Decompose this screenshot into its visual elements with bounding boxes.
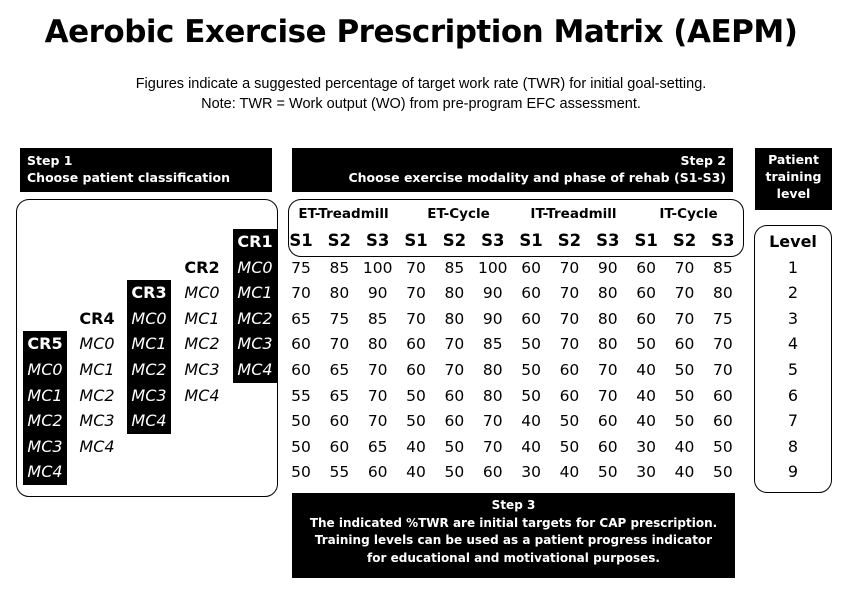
twr-value: 30 [636, 463, 656, 482]
twr-value: 50 [291, 437, 311, 456]
twr-value: 40 [674, 437, 695, 456]
patient-level-line-2: training [765, 169, 822, 184]
twr-value: 85 [444, 258, 465, 277]
twr-value: 80 [329, 284, 350, 303]
twr-value: 40 [521, 437, 541, 456]
step3-banner [292, 493, 735, 578]
twr-value: 30 [636, 437, 656, 456]
phase-header-s2: S2 [442, 231, 467, 250]
twr-value: 50 [406, 386, 426, 405]
twr-value: 60 [712, 412, 733, 431]
twr-value: 40 [674, 463, 695, 482]
twr-value: 70 [674, 284, 695, 303]
classification-item-cr3-mc2: MC2 [127, 357, 171, 383]
classification-item-cr1-mc2: MC2 [233, 306, 277, 332]
twr-value: 90 [597, 258, 618, 277]
twr-value: 70 [712, 361, 733, 379]
twr-value: 70 [674, 258, 695, 277]
classification-item-cr4-mc4: MC4 [79, 436, 115, 456]
patient-level-line-3: level [776, 186, 811, 201]
classification-header-cr1: CR1 [233, 229, 277, 255]
twr-value: 80 [597, 335, 618, 354]
twr-value: 60 [712, 386, 733, 405]
twr-value: 60 [367, 463, 388, 482]
twr-value: 60 [329, 412, 350, 431]
twr-value: 80 [482, 386, 503, 405]
twr-value: 70 [406, 309, 426, 328]
classification-item-cr1-mc3: MC3 [233, 331, 277, 357]
classification-item-cr2-mc2: MC2 [184, 334, 220, 354]
training-level-value: 4 [787, 334, 799, 354]
twr-value: 80 [444, 309, 465, 328]
training-level-value: 2 [787, 283, 799, 303]
classification-item-cr5-mc1: MC1 [23, 383, 67, 409]
twr-value: 50 [674, 412, 695, 431]
twr-value: 50 [406, 412, 426, 431]
twr-value: 60 [329, 437, 350, 456]
twr-value: 50 [444, 463, 465, 482]
twr-value: 70 [367, 386, 388, 405]
training-level-value: 8 [787, 436, 799, 456]
classification-item-cr3-mc3: MC3 [127, 383, 171, 409]
twr-value: 60 [406, 361, 426, 379]
classification-item-cr2-mc0: MC0 [184, 283, 220, 303]
phase-header-s1: S1 [289, 231, 313, 250]
classification-header-cr3: CR3 [127, 280, 171, 306]
classification-item-cr3-mc1: MC1 [127, 331, 171, 357]
twr-value: 50 [521, 335, 541, 354]
twr-value: 70 [329, 335, 350, 354]
twr-value: 70 [559, 309, 580, 328]
training-level-value: 9 [787, 462, 799, 482]
phase-header-s2: S2 [327, 231, 352, 250]
phase-header-s2: S2 [672, 231, 697, 250]
phase-header-s3: S3 [481, 231, 505, 250]
classification-item-cr4-mc0: MC0 [79, 334, 115, 354]
twr-value: 40 [521, 412, 541, 431]
twr-value: 60 [521, 258, 541, 277]
step2-banner [292, 148, 733, 192]
twr-value: 85 [482, 335, 503, 354]
twr-value: 40 [406, 437, 426, 456]
subtitle-line-2: Note: TWR = Work output (WO) from pre-program EFC assessment. [201, 96, 641, 112]
twr-value: 50 [559, 437, 580, 456]
twr-value: 70 [406, 284, 426, 303]
twr-value: 85 [367, 309, 388, 328]
twr-value: 40 [636, 361, 656, 379]
twr-value: 70 [367, 412, 388, 431]
twr-value: 80 [712, 284, 733, 303]
twr-value: 85 [329, 258, 350, 277]
twr-value: 70 [444, 335, 465, 354]
twr-value: 60 [291, 335, 311, 354]
twr-value: 90 [482, 309, 503, 328]
twr-value: 80 [367, 335, 388, 354]
twr-value: 80 [597, 284, 618, 303]
twr-value: 65 [367, 437, 388, 456]
classification-header-cr4: CR4 [79, 308, 115, 328]
classification-item-cr5-mc0: MC0 [23, 357, 67, 383]
step1-title: Step 1 [27, 153, 73, 168]
twr-value: 75 [291, 258, 311, 277]
phase-header-s3: S3 [711, 231, 735, 250]
twr-value: 55 [329, 463, 350, 482]
twr-value: 60 [444, 386, 465, 405]
twr-value: 40 [636, 386, 656, 405]
step3-line-1: The indicated %TWR are initial targets for CAP prescription. [309, 515, 718, 530]
twr-value: 60 [597, 437, 618, 456]
twr-value: 50 [674, 361, 695, 379]
twr-value: 50 [636, 335, 656, 354]
phase-header-s1: S1 [519, 231, 543, 250]
twr-value: 50 [674, 386, 695, 405]
phase-header-s3: S3 [366, 231, 390, 250]
twr-value: 50 [521, 386, 541, 405]
twr-value: 80 [597, 309, 618, 328]
twr-value: 65 [329, 386, 350, 405]
classification-item-cr5-mc2: MC2 [23, 408, 67, 434]
twr-value: 50 [559, 412, 580, 431]
classification-item-cr4-mc3: MC3 [79, 411, 115, 431]
step2-title: Step 2 [680, 153, 726, 168]
twr-value: 70 [291, 284, 311, 303]
twr-value: 70 [367, 361, 388, 379]
twr-value: 60 [291, 361, 311, 379]
subtitle-line-1: Figures indicate a suggested percentage of target work rate (TWR) for initial goal-setting. [135, 76, 707, 92]
twr-value: 75 [712, 309, 733, 328]
modality-header-et-treadmill: ET-Treadmill [298, 206, 389, 222]
classification-item-cr2-mc3: MC3 [184, 360, 220, 379]
classification-item-cr3-mc4: MC4 [127, 408, 171, 434]
patient-training-level-header [755, 148, 832, 210]
twr-value: 80 [444, 284, 465, 303]
step1-text: Choose patient classification [27, 170, 231, 185]
twr-value: 60 [559, 386, 580, 405]
twr-value: 60 [444, 412, 465, 431]
twr-value: 40 [636, 412, 656, 431]
twr-value: 30 [521, 463, 541, 482]
twr-value: 60 [636, 258, 656, 277]
twr-value: 65 [329, 361, 350, 379]
twr-value: 40 [559, 463, 580, 482]
page-title: Aerobic Exercise Prescription Matrix (AEPM) [44, 14, 798, 50]
training-level-value: 1 [787, 257, 799, 277]
training-level-value: 6 [787, 385, 799, 405]
twr-value: 85 [712, 258, 733, 277]
classification-item-cr1-mc4: MC4 [233, 357, 277, 383]
twr-value: 65 [291, 309, 311, 328]
twr-value: 90 [482, 284, 503, 303]
twr-value: 50 [597, 463, 618, 482]
twr-value: 55 [291, 386, 311, 405]
twr-value: 60 [636, 309, 656, 328]
step3-title: Step 3 [491, 498, 536, 512]
twr-value: 90 [367, 284, 388, 303]
twr-value: 60 [406, 335, 426, 354]
twr-value: 75 [329, 309, 350, 328]
twr-value: 60 [521, 284, 541, 303]
twr-value: 100 [477, 258, 508, 277]
twr-value: 60 [521, 309, 541, 328]
phase-header-s3: S3 [596, 231, 620, 250]
twr-value: 50 [712, 437, 733, 456]
training-level-value: 3 [787, 308, 799, 328]
twr-value: 50 [291, 463, 311, 482]
classification-item-cr2-mc4: MC4 [184, 385, 220, 405]
phase-header-s1: S1 [634, 231, 658, 250]
twr-value: 70 [406, 258, 426, 277]
twr-value: 60 [636, 284, 656, 303]
modality-header-it-cycle: IT-Cycle [659, 206, 718, 222]
level-header: Level [769, 232, 817, 251]
classification-item-cr3-mc0: MC0 [127, 306, 171, 332]
twr-value: 70 [559, 335, 580, 354]
twr-value: 100 [362, 258, 393, 277]
step3-line-3: for educational and motivational purposes. [367, 550, 660, 565]
twr-value: 70 [559, 284, 580, 303]
classification-item-cr1-mc1: MC1 [233, 280, 277, 306]
twr-value: 70 [712, 335, 733, 354]
phase-header-s2: S2 [557, 231, 582, 250]
classification-header-cr5: CR5 [23, 331, 67, 357]
twr-value: 70 [597, 386, 618, 405]
classification-item-cr4-mc2: MC2 [79, 385, 115, 405]
twr-value: 70 [674, 309, 695, 328]
twr-value: 60 [674, 335, 695, 354]
classification-header-cr2: CR2 [184, 257, 220, 277]
classification-item-cr4-mc1: MC1 [79, 360, 115, 379]
twr-value: 60 [482, 463, 503, 482]
twr-value: 50 [521, 361, 541, 379]
training-level-value: 5 [787, 360, 799, 379]
twr-value: 70 [597, 361, 618, 379]
step2-text: Choose exercise modality and phase of rehab (S1-S3) [348, 170, 726, 185]
training-level-value: 7 [787, 411, 799, 431]
phase-header-s1: S1 [404, 231, 428, 250]
step1-banner [20, 148, 272, 192]
twr-value: 80 [482, 361, 503, 379]
classification-item-cr1-mc0: MC0 [233, 255, 277, 281]
twr-value: 70 [482, 412, 503, 431]
twr-value: 50 [291, 412, 311, 431]
classification-item-cr5-mc4: MC4 [23, 459, 67, 485]
twr-value: 70 [444, 361, 465, 379]
modality-header-it-treadmill: IT-Treadmill [530, 206, 617, 222]
twr-value: 40 [406, 463, 426, 482]
modality-header-et-cycle: ET-Cycle [427, 206, 490, 222]
patient-level-line-1: Patient [768, 152, 819, 167]
twr-value: 60 [559, 361, 580, 379]
step3-line-2: Training levels can be used as a patient progress indicator [314, 533, 713, 547]
twr-value: 50 [712, 463, 733, 482]
classification-item-cr2-mc1: MC1 [184, 308, 220, 328]
twr-value: 70 [559, 258, 580, 277]
twr-value: 50 [444, 437, 465, 456]
classification-item-cr5-mc3: MC3 [23, 434, 67, 460]
twr-value: 70 [482, 437, 503, 456]
twr-value: 60 [597, 412, 618, 431]
